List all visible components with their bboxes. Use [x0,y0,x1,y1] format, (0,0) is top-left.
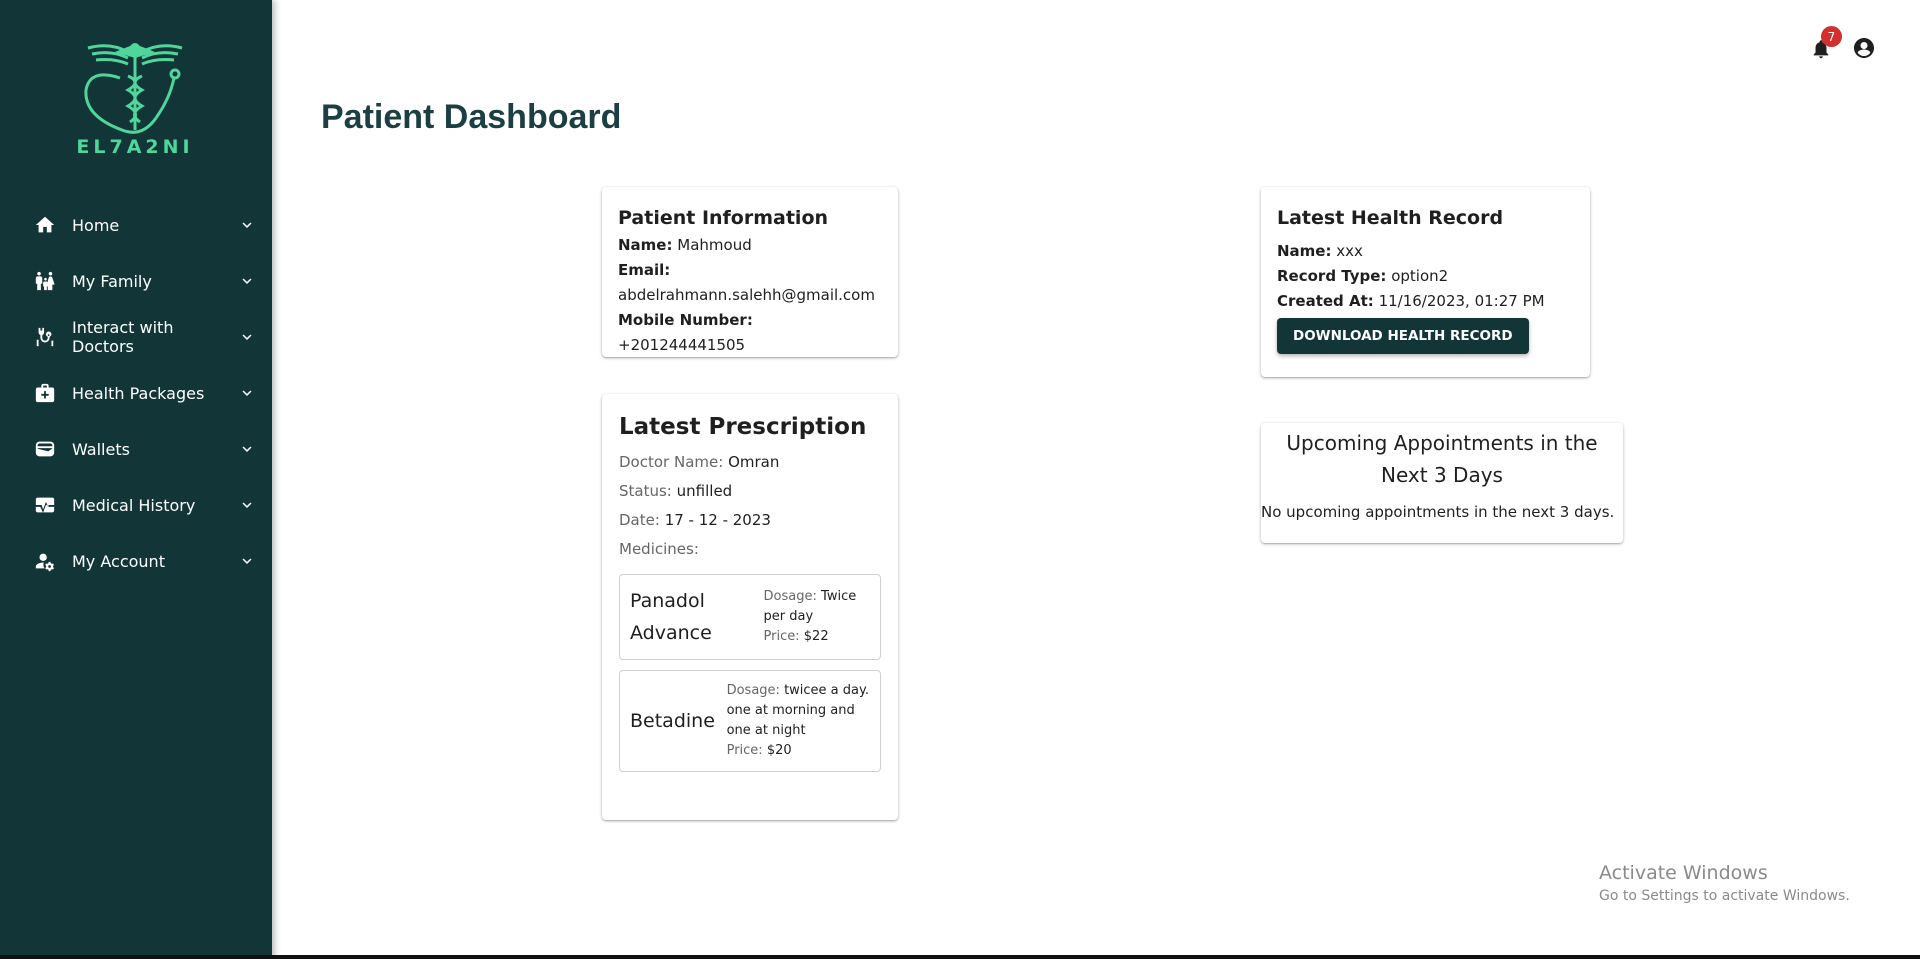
sidebar-item-label: Health Packages [72,383,205,403]
monitor-heart-icon [34,494,56,516]
doctor-name: Omran [728,453,780,471]
watermark-title: Activate Windows [1599,862,1768,884]
field-label: Dosage: [763,589,817,604]
record-name: xxx [1336,242,1363,260]
sidebar-item-home[interactable] [0,197,272,253]
account-settings-icon [34,550,56,572]
medicine-price: $20 [766,743,792,758]
field-label: Created At: [1277,292,1374,310]
chevron-down-icon [238,384,256,402]
medicine-dosage: Twice per day [763,589,857,624]
field-label: Email: [618,261,671,279]
sidebar-nav [0,197,272,589]
date-row [619,506,881,535]
doctor-icon [34,326,56,348]
field-label: Status: [619,482,672,500]
card-title: Upcoming Appointments in the Next 3 Days [1286,431,1598,487]
activate-windows-watermark [1599,862,1850,904]
card-title: Latest Health Record [1277,207,1504,229]
wallet-icon [34,438,56,460]
patient-mobile: +201244441505 [618,336,746,354]
field-label: Name: [618,236,673,254]
prescription-date: 17 - 12 - 2023 [664,511,771,529]
chevron-down-icon [238,328,256,346]
medicine-info [727,681,870,761]
card-title: Latest Prescription [619,414,867,440]
sidebar-item-label: Medical History [72,495,196,515]
family-icon [34,270,56,292]
chevron-down-icon [238,496,256,514]
latest-health-record-card [1261,187,1590,377]
field-label: Record Type: [1277,267,1387,285]
latest-prescription-card [602,394,898,820]
sidebar-item-medical-history[interactable] [0,477,272,533]
app-logo[interactable] [70,38,200,163]
field-label: Price: [726,743,763,758]
chevron-down-icon [238,272,256,290]
medicine-dosage: twicee a day. one at morning and one at night [726,683,869,738]
sidebar-item-health-packages[interactable] [0,365,272,421]
chevron-down-icon [238,552,256,570]
sidebar [0,0,272,959]
patient-name: Mahmoud [677,236,752,254]
medicine-name: Panadol Advance [630,590,712,644]
medicine-price: $22 [803,629,829,644]
patient-name-row [618,233,882,258]
field-label: Mobile Number: [618,311,753,329]
record-created-at: 11/16/2023, 01:27 PM [1378,292,1545,310]
medicine-info [764,587,870,647]
sidebar-item-wallets[interactable] [0,421,272,477]
caduceus-logo-icon [70,38,200,138]
patient-email-label-row [618,258,882,283]
page-title: Patient Dashboard [321,98,622,136]
download-health-record-button[interactable]: DOWNLOAD HEALTH RECORD [1277,318,1529,354]
home-icon [34,214,56,236]
record-type: option2 [1391,267,1449,285]
record-created-row [1277,289,1574,314]
field-label: Dosage: [726,683,780,698]
empty-appointments-message: No upcoming appointments in the next 3 days. [1261,503,1615,521]
sidebar-item-label: Home [72,215,120,235]
upcoming-appointments-card [1261,423,1623,543]
medicine-item [619,574,881,660]
medicines-label: Medicines: [619,540,699,558]
card-title: Patient Information [618,207,829,229]
medicine-item [619,670,881,772]
sidebar-item-my-account[interactable] [0,533,272,589]
patient-email: abdelrahmann.salehh@gmail.com [618,286,875,304]
record-name-row [1277,239,1574,264]
field-label: Name: [1277,242,1332,260]
record-type-row [1277,264,1574,289]
medical-kit-icon [34,382,56,404]
doctor-name-row [619,448,881,477]
notification-badge: 7 [1821,26,1842,47]
field-label: Date: [619,511,660,529]
sidebar-item-label: My Family [72,271,152,291]
patient-mobile-row [618,308,882,358]
sidebar-item-label: My Account [72,551,165,571]
watermark-subtitle: Go to Settings to activate Windows. [1599,888,1850,904]
chevron-down-icon [238,440,256,458]
bottom-edge [0,955,1920,959]
chevron-down-icon [238,216,256,234]
sidebar-item-label: Wallets [72,439,130,459]
logo-text: EL7A2NI [76,136,194,158]
sidebar-item-label: Interact with Doctors [72,318,174,356]
account-circle-icon[interactable] [1852,36,1876,60]
field-label: Doctor Name: [619,453,724,471]
field-label: Price: [763,629,800,644]
status-row [619,477,881,506]
prescription-status: unfilled [676,482,733,500]
sidebar-item-my-family[interactable] [0,253,272,309]
patient-information-card [602,187,898,357]
medicine-name: Betadine [630,710,715,732]
sidebar-item-interact-with-doctors[interactable] [0,309,272,365]
